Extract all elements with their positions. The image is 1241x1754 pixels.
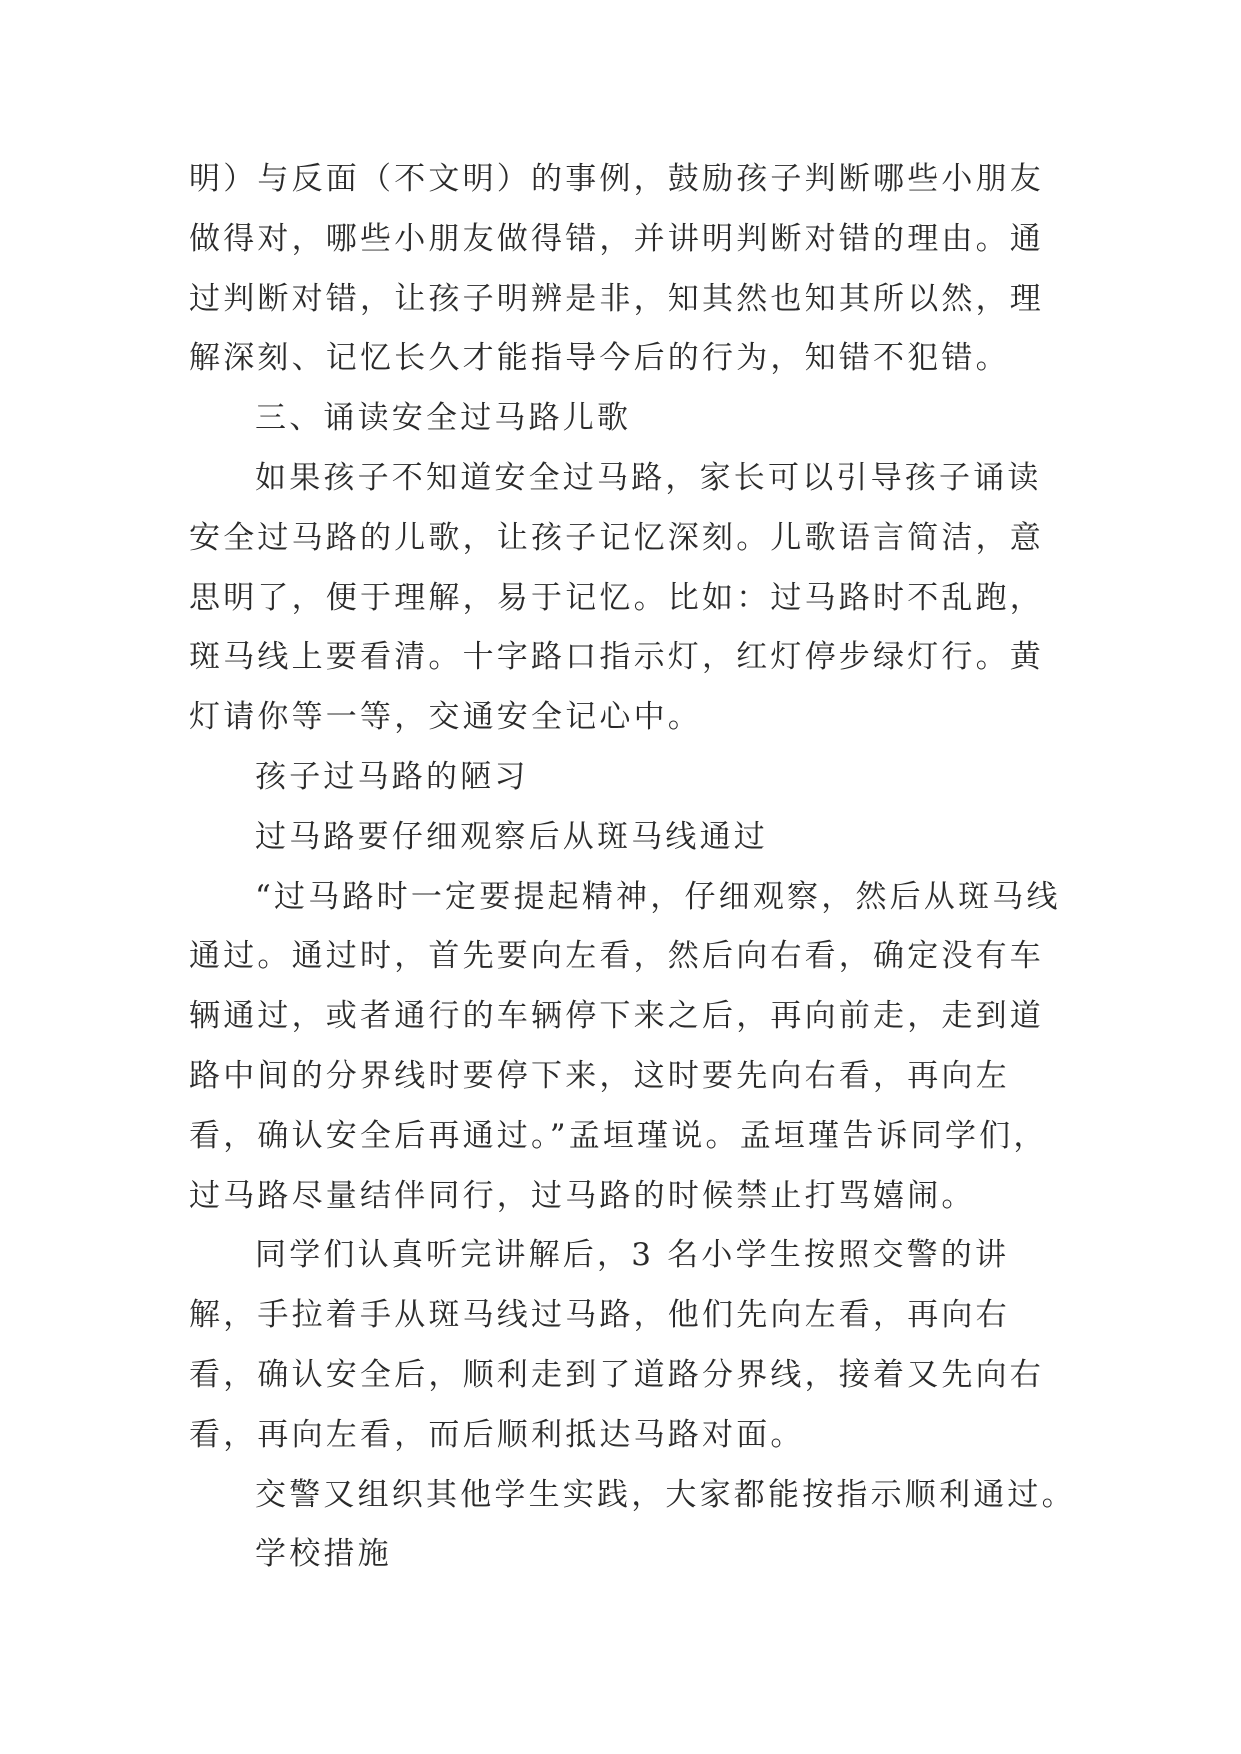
paragraph-other-students: 交警又组织其他学生实践，大家都能按指示顺利通过。 [255,1476,1076,1513]
paragraph-quote: “过马路时一定要提起精神，仔细观察，然后从斑马线通过。通过时，首先要向左看，然后向右看，确定没有车辆通过，或者通行的车辆停下来之后，再向前走，走到道路中间的分界线时要停下来，这时要先向右看，再向左看，确认安全后再通过。”孟垣瑾说。孟垣瑾告诉同学们，过马路尽量结伴同行，过马路的时候禁止打骂嬉闹。 [189,878,1061,1214]
subheading-school-measures: 学校措施 [255,1536,392,1573]
paragraph-nursery-rhyme: 如果孩子不知道安全过马路，家长可以引导孩子诵读安全过马路的儿歌，让孩子记忆深刻。儿歌语言简洁，意思明了，便于理解，易于记忆。比如：过马路时不乱跑，斑马线上要看清。十字路口指示灯，红灯停步绿灯行。黄灯请你等一等，交通安全记心中。 [189,459,1044,736]
subheading-bad-habits: 孩子过马路的陋习 [255,758,529,795]
section-heading-nursery-rhyme: 三、诵读安全过马路儿歌 [255,400,632,437]
paragraph-continuation: 明）与反面（不文明）的事例，鼓励孩子判断哪些小朋友做得对，哪些小朋友做得错，并讲明判断对错的理由。通过判断对错，让孩子明辨是非，知其然也知其所以然，理解深刻、记忆长久才能指导今后的行为，知错不犯错。 [189,161,1044,377]
subheading-zebra-crossing: 过马路要仔细观察后从斑马线通过 [255,818,768,855]
paragraph-practice: 同学们认真听完讲解后，3 名小学生按照交警的讲解，手拉着手从斑马线过马路，他们先向左看，再向右看，确认安全后，顺利走到了道路分界线，接着又先向右看，再向左看，而后顺利抵达马路对面。 [189,1237,1044,1453]
document-body [189,150,1076,1585]
